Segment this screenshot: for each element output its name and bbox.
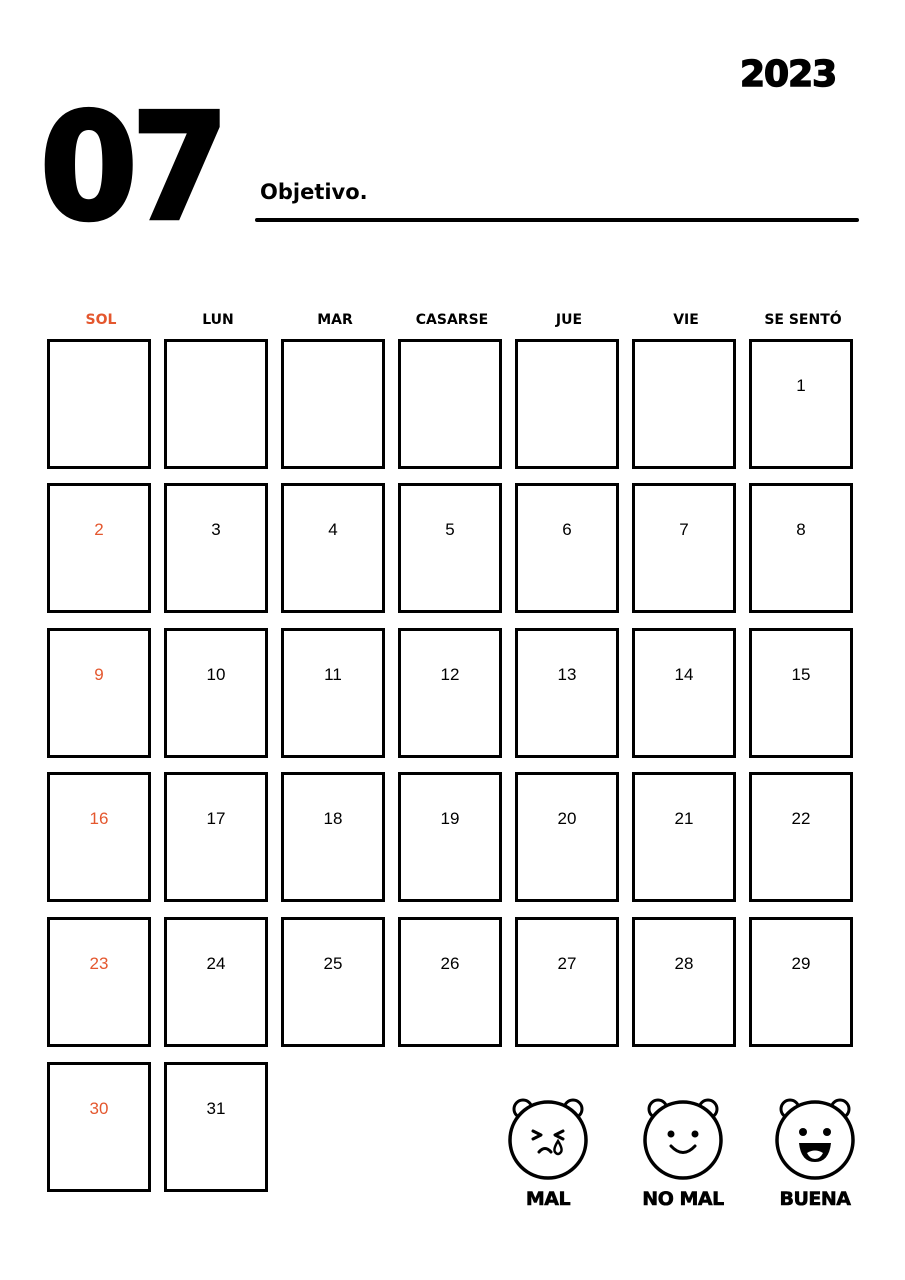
day-number: 31 [206,1099,226,1118]
day-number: 15 [791,665,811,684]
day-cell-mon [164,1062,268,1192]
day-number: 14 [674,665,694,684]
day-number: 23 [89,954,109,973]
day-number: 4 [328,520,338,539]
day-cell-sat [749,628,853,758]
day-cell-sun [47,1062,151,1192]
goal-label: Objetivo. [260,180,368,204]
day-cell-thu [515,483,619,613]
day-cell-sun [47,628,151,758]
day-number: 19 [440,809,460,828]
day-cell-fri [632,917,736,1047]
day-cell-tue [281,772,385,902]
day-cell-sun [47,772,151,902]
day-cell-wed [398,339,502,469]
month-number: 07 [40,82,223,254]
weekday-thu: JUE [555,312,583,328]
day-number: 17 [206,809,226,828]
mood-bad-label: MAL [525,1188,571,1210]
day-number: 29 [791,954,811,973]
day-number: 26 [440,954,460,973]
day-number: 16 [89,809,109,828]
day-number: 1 [796,376,806,395]
day-cell-thu [515,339,619,469]
day-number: 27 [557,954,577,973]
day-cell-sun [47,483,151,613]
mood-good-label: BUENA [779,1188,851,1210]
weekday-mon: LUN [202,312,234,328]
day-cell-mon [164,628,268,758]
weekday-tue: MAR [317,312,353,328]
day-number: 6 [562,520,572,539]
weekday-sat: SE SENTÓ [764,312,842,328]
day-cell-thu [515,628,619,758]
smiling-face-icon [638,1096,728,1180]
day-cell-tue [281,339,385,469]
mood-not-bad [623,1096,743,1210]
mood-bad [488,1096,608,1210]
day-number: 22 [791,809,811,828]
day-cell-sat [749,483,853,613]
weekday-sun: SOL [85,312,117,328]
day-number: 18 [323,809,343,828]
day-cell-fri [632,339,736,469]
day-number: 2 [94,520,104,539]
day-number: 8 [796,520,806,539]
day-cell-sat [749,339,853,469]
day-number: 24 [206,954,226,973]
day-number: 21 [674,809,694,828]
day-cell-tue [281,917,385,1047]
day-number: 13 [557,665,577,684]
crying-face-icon [503,1096,593,1180]
day-cell-fri [632,628,736,758]
day-number: 7 [679,520,689,539]
day-number: 12 [440,665,460,684]
day-cell-tue [281,483,385,613]
day-cell-mon [164,917,268,1047]
day-number: 25 [323,954,343,973]
day-cell-mon [164,483,268,613]
day-cell-wed [398,628,502,758]
day-cell-sun [47,917,151,1047]
day-number: 9 [94,665,104,684]
weekday-fri: VIE [673,312,699,328]
year: 2023 [740,54,837,95]
day-cell-fri [632,483,736,613]
day-cell-sun [47,339,151,469]
day-cell-sat [749,917,853,1047]
day-number: 3 [211,520,221,539]
day-cell-wed [398,917,502,1047]
day-cell-mon [164,772,268,902]
day-number: 20 [557,809,577,828]
day-cell-thu [515,917,619,1047]
day-number: 10 [206,665,226,684]
day-cell-fri [632,772,736,902]
mood-good [755,1096,875,1210]
day-number: 5 [445,520,455,539]
mood-not-bad-label: NO MAL [642,1188,724,1210]
day-number: 11 [324,665,342,684]
day-cell-tue [281,628,385,758]
day-cell-wed [398,483,502,613]
goal-line [255,218,859,222]
day-cell-mon [164,339,268,469]
weekday-wed: CASARSE [415,312,489,328]
day-number: 28 [674,954,694,973]
laughing-face-icon [770,1096,860,1180]
day-cell-thu [515,772,619,902]
day-number: 30 [89,1099,109,1118]
day-cell-wed [398,772,502,902]
day-cell-sat [749,772,853,902]
